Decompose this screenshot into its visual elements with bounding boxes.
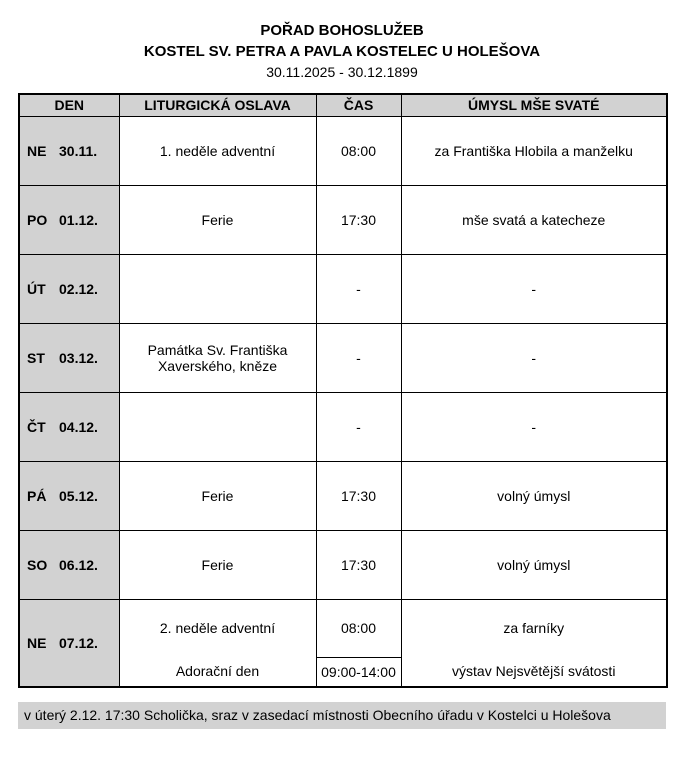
intention-cell	[401, 599, 667, 687]
day-abbr: ČT	[27, 418, 46, 435]
day-date: 03.12.	[59, 349, 98, 366]
celebration-cell	[119, 599, 316, 687]
table-row	[19, 461, 667, 530]
celebration-line-1: 2. neděle adventní	[159, 620, 276, 636]
document-date-range: 30.11.2025 - 30.12.1899	[266, 64, 418, 80]
celebration-cell: Ferie	[119, 461, 316, 530]
day-abbr: ÚT	[27, 280, 46, 297]
day-cell	[19, 392, 119, 461]
day-date: 04.12.	[59, 418, 98, 435]
time-line-2: 09:00-14:00	[317, 657, 401, 686]
table-row	[19, 254, 667, 323]
table-row	[19, 530, 667, 599]
schedule-table-container	[18, 93, 666, 688]
table-row	[19, 116, 667, 185]
day-date: 06.12.	[59, 556, 98, 573]
time-line-1: 08:00	[340, 620, 377, 636]
document-title: POŘAD BOHOSLUŽEB	[260, 22, 424, 39]
day-date: 05.12.	[59, 487, 98, 504]
time-cell: -	[316, 392, 401, 461]
intention-cell: volný úmysl	[401, 530, 667, 599]
day-abbr: PÁ	[27, 487, 47, 504]
time-cell: 17:30	[316, 530, 401, 599]
header-cell-day: DEN	[19, 94, 119, 116]
celebration-cell	[119, 392, 316, 461]
table-row	[19, 599, 667, 687]
day-cell	[19, 461, 119, 530]
day-cell	[19, 599, 119, 687]
celebration-cell: Ferie	[119, 185, 316, 254]
time-cell: -	[316, 323, 401, 392]
day-abbr: ST	[27, 349, 45, 366]
intention-line-1: za farníky	[503, 620, 565, 636]
table-row	[19, 323, 667, 392]
day-cell	[19, 323, 119, 392]
document-header	[0, 0, 684, 83]
day-cell	[19, 116, 119, 185]
day-cell	[19, 530, 119, 599]
table-row	[19, 185, 667, 254]
day-date: 07.12.	[59, 634, 98, 651]
intention-cell: volný úmysl	[401, 461, 667, 530]
schedule-table	[18, 93, 668, 688]
intention-cell: -	[401, 254, 667, 323]
day-abbr: PO	[27, 211, 48, 228]
table-header-row	[19, 94, 667, 116]
time-cell: -	[316, 254, 401, 323]
intention-cell: -	[401, 323, 667, 392]
day-abbr: SO	[27, 556, 48, 573]
celebration-line-2: Adorační den	[175, 663, 260, 679]
celebration-cell: Památka Sv. Františka Xaverského, kněze	[119, 323, 316, 392]
header-cell-celebration: LITURGICKÁ OSLAVA	[119, 94, 316, 116]
header-cell-intention: ÚMYSL MŠE SVATÉ	[401, 94, 667, 116]
day-date: 01.12.	[59, 211, 98, 228]
intention-cell: -	[401, 392, 667, 461]
day-date: 02.12.	[59, 280, 98, 297]
day-cell	[19, 254, 119, 323]
day-date: 30.11.	[59, 142, 98, 159]
celebration-cell: 1. neděle adventní	[119, 116, 316, 185]
intention-cell: za Františka Hlobila a manželku	[401, 116, 667, 185]
time-cell: 08:00	[316, 116, 401, 185]
intention-cell: mše svatá a katecheze	[401, 185, 667, 254]
time-cell: 17:30	[316, 185, 401, 254]
header-cell-time: ČAS	[316, 94, 401, 116]
document-subtitle: KOSTEL SV. PETRA A PAVLA KOSTELEC U HOLEŠOVA	[143, 43, 541, 60]
footer-note: v úterý 2.12. 17:30 Scholička, sraz v zasedací místnosti Obecního úřadu v Kostelci u Holešova	[18, 702, 666, 729]
celebration-cell: Ferie	[119, 530, 316, 599]
intention-line-2: výstav Nejsvětější svátosti	[452, 663, 616, 679]
day-abbr: NE	[27, 142, 47, 159]
celebration-cell	[119, 254, 316, 323]
table-row	[19, 392, 667, 461]
time-cell: 17:30	[316, 461, 401, 530]
time-cell	[316, 599, 401, 687]
day-cell	[19, 185, 119, 254]
day-abbr: NE	[27, 634, 47, 651]
